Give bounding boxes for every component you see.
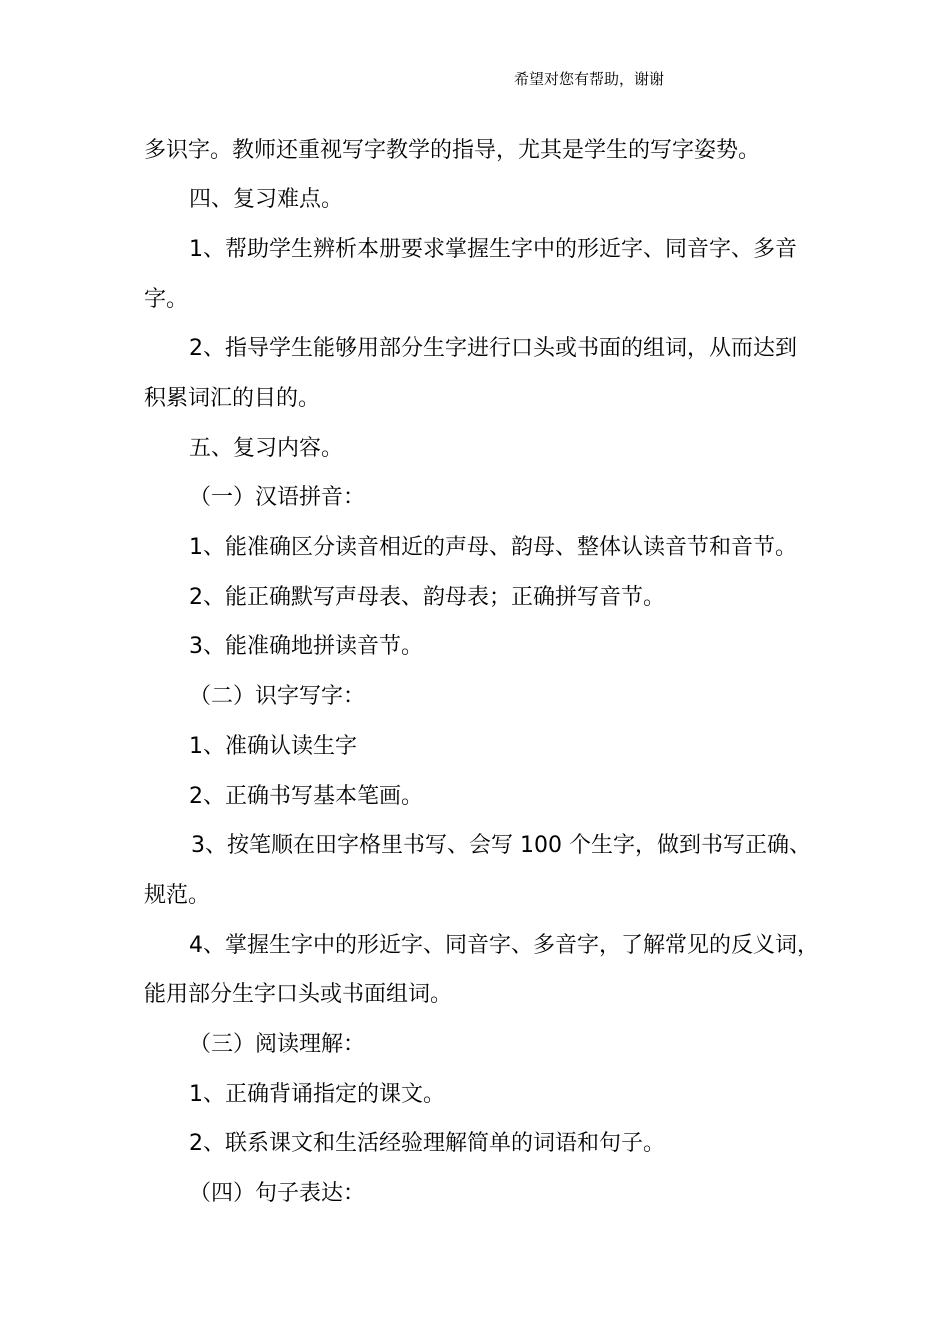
- body-line: 字。: [144, 287, 189, 312]
- section-heading: 四、复习难点。: [189, 187, 344, 212]
- subsection-heading: （一）汉语拼音：: [189, 485, 366, 510]
- body-line: 多识字。教师还重视写字教学的指导，尤其是学生的写字姿势。: [144, 138, 761, 163]
- body-line: 1、正确背诵指定的课文。: [189, 1082, 445, 1107]
- body-line: 3、按笔顺在田字格里书写、会写 100 个生字，做到书写正确、: [191, 833, 811, 858]
- body-line: 2、能正确默写声母表、韵母表；正确拼写音节。: [189, 585, 665, 610]
- subsection-heading: （三）阅读理解：: [189, 1032, 366, 1057]
- section-heading: 五、复习内容。: [189, 436, 344, 461]
- body-line: 1、帮助学生辨析本册要求掌握生字中的形近字、同音字、多音: [189, 237, 797, 262]
- subsection-heading: （四）句子表达：: [189, 1181, 366, 1206]
- page-header: 希望对您有帮助，谢谢: [514, 70, 665, 88]
- body-line: 1、准确认读生字: [189, 734, 357, 759]
- body-line: 2、正确书写基本笔画。: [189, 784, 423, 809]
- body-line: 能用部分生字口头或书面组词。: [144, 982, 453, 1007]
- body-line: 1、能准确区分读音相近的声母、韵母、整体认读音节和音节。: [189, 535, 797, 560]
- body-line: 2、联系课文和生活经验理解简单的词语和句子。: [189, 1131, 665, 1156]
- body-line: 积累词汇的目的。: [144, 386, 321, 411]
- subsection-heading: （二）识字写字：: [189, 684, 366, 709]
- body-line: 2、指导学生能够用部分生字进行口头或书面的组词，从而达到: [189, 336, 797, 361]
- body-line: 规范。: [144, 883, 211, 908]
- body-line: 3、能准确地拼读音节。: [189, 634, 423, 659]
- body-line: 4、掌握生字中的形近字、同音字、多音字，了解常见的反义词，: [189, 933, 819, 958]
